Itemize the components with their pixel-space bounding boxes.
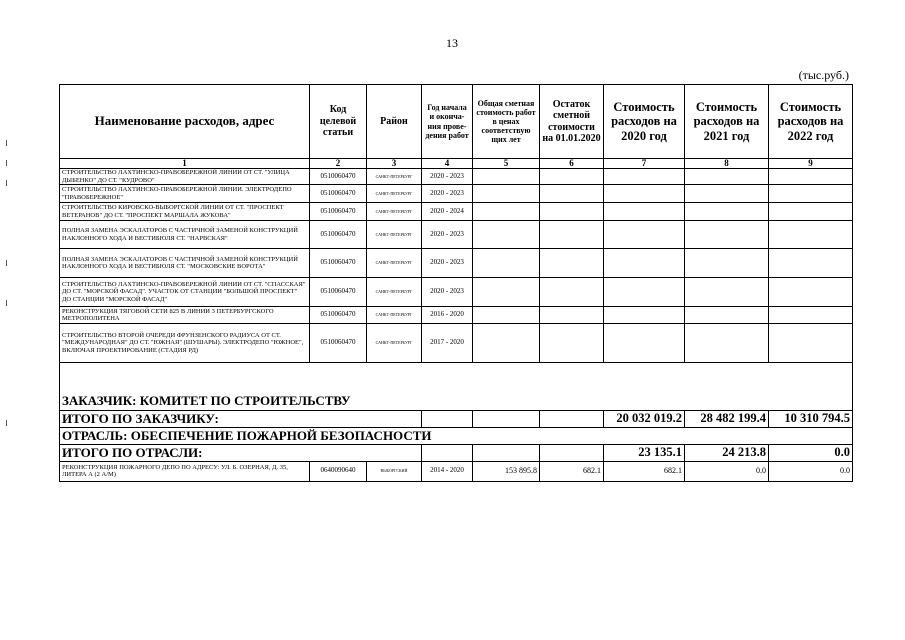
blank-cell bbox=[422, 410, 473, 427]
row-name: СТРОИТЕЛЬСТВО ВТОРОЙ ОЧЕРЕДИ ФРУНЗЕНСКОГО РАДИУСА ОТ СТ. "МЕЖДУНАРОДНАЯ" ДО СТ. "ЮЖНАЯ" (ШУШАРЫ). ЭЛЕКТРОДЕПО "ЮЖНОЕ", ВКЛЮЧАЯ ПРОЕКТИРОВАНИЕ (СТАДИЯ РД) bbox=[60, 324, 310, 363]
row-cost-2020 bbox=[604, 221, 685, 249]
column-number: 4 bbox=[422, 159, 473, 169]
row-cost-2020: 682.1 bbox=[604, 461, 685, 481]
row-cost-2020 bbox=[604, 203, 685, 221]
column-number: 9 bbox=[769, 159, 853, 169]
column-number: 8 bbox=[685, 159, 769, 169]
row-years: 2020 - 2023 bbox=[422, 278, 473, 307]
row-years: 2020 - 2023 bbox=[422, 249, 473, 278]
industry-total-label: ИТОГО ПО ОТРАСЛИ: bbox=[60, 444, 422, 461]
table-row bbox=[60, 461, 853, 481]
row-cost-2021: 0.0 bbox=[685, 461, 769, 481]
row-cost-2022 bbox=[769, 203, 853, 221]
header-row bbox=[60, 85, 853, 159]
margin-marks bbox=[6, 140, 8, 440]
column-number: 1 bbox=[60, 159, 310, 169]
row-district: ВЫБОРГСКИЙ bbox=[367, 461, 422, 481]
row-remainder bbox=[540, 249, 604, 278]
header-years: Год начала и оконча-ния прове-дения работ bbox=[422, 85, 473, 159]
row-years: 2020 - 2024 bbox=[422, 203, 473, 221]
header-total-cost: Общая сметная стоимость работ в ценах соответствую щих лет bbox=[473, 85, 540, 159]
row-name: ПОЛНАЯ ЗАМЕНА ЭСКАЛАТОРОВ С ЧАСТИЧНОЙ ЗАМЕНОЙ КОНСТРУКЦИЙ НАКЛОННОГО ХОДА И ВЕСТИБЮЛЯ СТ. "МОСКОВСКИЕ ВОРОТА" bbox=[60, 249, 310, 278]
blank-cell bbox=[473, 444, 540, 461]
row-remainder bbox=[540, 169, 604, 185]
row-code: 0510060470 bbox=[310, 307, 367, 324]
industry-total-row bbox=[60, 444, 853, 461]
header-cost-2021: Стоимость расходов на 2021 год bbox=[685, 85, 769, 159]
table-row bbox=[60, 249, 853, 278]
row-cost-2022 bbox=[769, 169, 853, 185]
row-total bbox=[473, 185, 540, 203]
table-row bbox=[60, 185, 853, 203]
row-remainder bbox=[540, 324, 604, 363]
row-remainder: 682.1 bbox=[540, 461, 604, 481]
blank-cell bbox=[540, 444, 604, 461]
table-row bbox=[60, 169, 853, 185]
table-row bbox=[60, 307, 853, 324]
column-number-row bbox=[60, 159, 853, 169]
header-name: Наименование расходов, адрес bbox=[60, 85, 310, 159]
customer-total-2021: 28 482 199.4 bbox=[685, 410, 769, 427]
row-cost-2022 bbox=[769, 249, 853, 278]
header-cost-2020: Стоимость расходов на 2020 год bbox=[604, 85, 685, 159]
row-years: 2017 - 2020 bbox=[422, 324, 473, 363]
row-name: СТРОИТЕЛЬСТВО ЛАХТИНСКО-ПРАВОБЕРЕЖНОЙ ЛИНИИ. ЭЛЕКТРОДЕПО "ПРАВОБЕРЕЖНОЕ" bbox=[60, 185, 310, 203]
row-total: 153 895.8 bbox=[473, 461, 540, 481]
row-remainder bbox=[540, 307, 604, 324]
row-district: САНКТ-ПЕТЕРБУРГ bbox=[367, 185, 422, 203]
header-cost-2022: Стоимость расходов на 2022 год bbox=[769, 85, 853, 159]
row-total bbox=[473, 203, 540, 221]
row-remainder bbox=[540, 278, 604, 307]
row-district: САНКТ-ПЕТЕРБУРГ bbox=[367, 221, 422, 249]
row-cost-2021 bbox=[685, 249, 769, 278]
row-name: СТРОИТЕЛЬСТВО ЛАХТИНСКО-ПРАВОБЕРЕЖНОЙ ЛИНИИ ОТ СТ. "УЛИЦА ДЫБЕНКО" ДО СТ. "КУДРОВО" bbox=[60, 169, 310, 185]
column-number: 6 bbox=[540, 159, 604, 169]
row-cost-2021 bbox=[685, 185, 769, 203]
row-cost-2022 bbox=[769, 278, 853, 307]
row-cost-2021 bbox=[685, 324, 769, 363]
row-remainder bbox=[540, 221, 604, 249]
row-total bbox=[473, 249, 540, 278]
row-cost-2020 bbox=[604, 324, 685, 363]
row-district: САНКТ-ПЕТЕРБУРГ bbox=[367, 169, 422, 185]
column-number: 3 bbox=[367, 159, 422, 169]
row-total bbox=[473, 307, 540, 324]
row-cost-2021 bbox=[685, 307, 769, 324]
header-district: Район bbox=[367, 85, 422, 159]
blank-cell bbox=[422, 444, 473, 461]
table-row bbox=[60, 203, 853, 221]
row-code: 0510060470 bbox=[310, 169, 367, 185]
row-years: 2020 - 2023 bbox=[422, 169, 473, 185]
industry-total-2021: 24 213.8 bbox=[685, 444, 769, 461]
column-number: 5 bbox=[473, 159, 540, 169]
row-code: 0510060470 bbox=[310, 249, 367, 278]
row-total bbox=[473, 278, 540, 307]
row-cost-2022: 0.0 bbox=[769, 461, 853, 481]
expenses-table bbox=[59, 84, 853, 482]
row-district: САНКТ-ПЕТЕРБУРГ bbox=[367, 307, 422, 324]
customer-total-row bbox=[60, 410, 853, 427]
row-total bbox=[473, 324, 540, 363]
row-code: 0510060470 bbox=[310, 278, 367, 307]
industry-total-2020: 23 135.1 bbox=[604, 444, 685, 461]
row-cost-2022 bbox=[769, 307, 853, 324]
customer-total-label: ИТОГО ПО ЗАКАЗЧИКУ: bbox=[60, 410, 422, 427]
row-name: ПОЛНАЯ ЗАМЕНА ЭСКАЛАТОРОВ С ЧАСТИЧНОЙ ЗАМЕНОЙ КОНСТРУКЦИЙ НАКЛОННОГО ХОДА И ВЕСТИБЮЛЯ СТ. "НАРВСКАЯ" bbox=[60, 221, 310, 249]
row-cost-2022 bbox=[769, 185, 853, 203]
industry-row bbox=[60, 427, 853, 444]
row-cost-2021 bbox=[685, 203, 769, 221]
row-name: СТРОИТЕЛЬСТВО ЛАХТИНСКО-ПРАВОБЕРЕЖНОЙ ЛИНИИ ОТ СТ. "СПАССКАЯ" ДО СТ. "МОРСКОЙ ФАСАД". УЧАСТОК ОТ СТАНЦИИ "БОЛЬШОЙ ПРОСПЕКТ" ДО СТАНЦИИ "МОРСКОЙ ФАСАД" bbox=[60, 278, 310, 307]
customer-total-2022: 10 310 794.5 bbox=[769, 410, 853, 427]
row-years: 2020 - 2023 bbox=[422, 185, 473, 203]
header-code: Код целевой статьи bbox=[310, 85, 367, 159]
row-cost-2020 bbox=[604, 278, 685, 307]
row-cost-2020 bbox=[604, 169, 685, 185]
customer-row bbox=[60, 393, 853, 411]
row-cost-2021 bbox=[685, 278, 769, 307]
blank-cell bbox=[473, 410, 540, 427]
table-row bbox=[60, 324, 853, 363]
row-years: 2020 - 2023 bbox=[422, 221, 473, 249]
page-number: 13 bbox=[446, 36, 458, 50]
industry-label: ОТРАСЛЬ: ОБЕСПЕЧЕНИЕ ПОЖАРНОЙ БЕЗОПАСНОСТИ bbox=[60, 427, 853, 444]
blank-cell bbox=[60, 363, 853, 393]
row-district: САНКТ-ПЕТЕРБУРГ bbox=[367, 203, 422, 221]
customer-total-2020: 20 032 019.2 bbox=[604, 410, 685, 427]
row-code: 0640090640 bbox=[310, 461, 367, 481]
row-code: 0510060470 bbox=[310, 185, 367, 203]
row-cost-2020 bbox=[604, 249, 685, 278]
row-name: РЕКОНСТРУКЦИЯ ТЯГОВОЙ СЕТИ 825 В ЛИНИИ 3 ПЕТЕРБУРГСКОГО МЕТРОПОЛИТЕНА bbox=[60, 307, 310, 324]
row-cost-2022 bbox=[769, 324, 853, 363]
row-district: САНКТ-ПЕТЕРБУРГ bbox=[367, 278, 422, 307]
customer-label: ЗАКАЗЧИК: КОМИТЕТ ПО СТРОИТЕЛЬСТВУ bbox=[60, 393, 853, 411]
row-total bbox=[473, 169, 540, 185]
row-cost-2020 bbox=[604, 307, 685, 324]
industry-total-2022: 0.0 bbox=[769, 444, 853, 461]
header-remainder: Остаток сметной стоимости на 01.01.2020 bbox=[540, 85, 604, 159]
row-cost-2022 bbox=[769, 221, 853, 249]
row-remainder bbox=[540, 203, 604, 221]
row-district: САНКТ-ПЕТЕРБУРГ bbox=[367, 249, 422, 278]
row-total bbox=[473, 221, 540, 249]
row-name: СТРОИТЕЛЬСТВО КИРОВСКО-ВЫБОРГСКОЙ ЛИНИИ ОТ СТ. "ПРОСПЕКТ ВЕТЕРАНОВ" ДО СТ. "ПРОСПЕКТ МАРШАЛА ЖУКОВА" bbox=[60, 203, 310, 221]
column-number: 7 bbox=[604, 159, 685, 169]
row-remainder bbox=[540, 185, 604, 203]
row-name: РЕКОНСТРУКЦИЯ ПОЖАРНОГО ДЕПО ПО АДРЕСУ: УЛ. Б. ОЗЕРНАЯ, Д. 35, ЛИТЕРА А (2 А/М) bbox=[60, 461, 310, 481]
column-number: 2 bbox=[310, 159, 367, 169]
row-cost-2021 bbox=[685, 169, 769, 185]
units-label: (тыс.руб.) bbox=[798, 68, 849, 82]
table-row bbox=[60, 278, 853, 307]
row-code: 0510060470 bbox=[310, 221, 367, 249]
row-years: 2014 - 2020 bbox=[422, 461, 473, 481]
row-cost-2020 bbox=[604, 185, 685, 203]
row-years: 2016 - 2020 bbox=[422, 307, 473, 324]
row-code: 0510060470 bbox=[310, 324, 367, 363]
spacer-row bbox=[60, 363, 853, 393]
row-code: 0510060470 bbox=[310, 203, 367, 221]
row-district: САНКТ-ПЕТЕРБУРГ bbox=[367, 324, 422, 363]
blank-cell bbox=[540, 410, 604, 427]
row-cost-2021 bbox=[685, 221, 769, 249]
table-row bbox=[60, 221, 853, 249]
